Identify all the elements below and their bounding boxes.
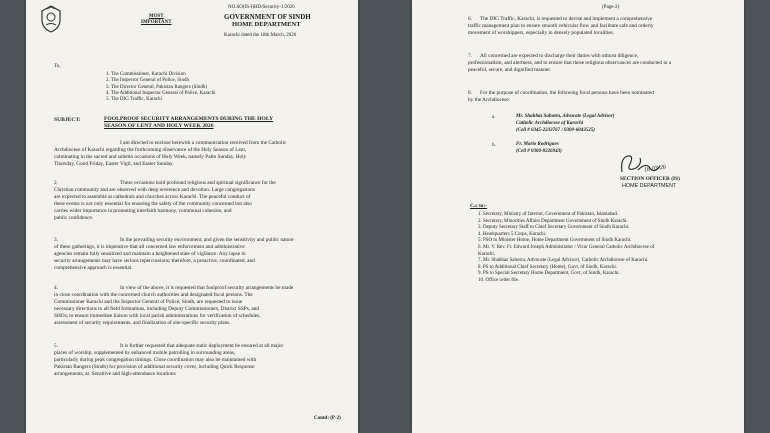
paragraph-number: 5. [54, 343, 58, 349]
cc-label: C.c to:- [470, 203, 488, 209]
list-item: 1. Secretary, Ministry of Interior, Government of Pakistan, Islamabad. [478, 212, 619, 217]
focal-letter: a. [492, 115, 496, 120]
paragraph-number: 6. [468, 16, 472, 22]
list-item: 7. Mr. Shahbaz Sahotra, Advocate (Legal Advisor), Catholic Archdiocese of Karachi. [478, 258, 649, 264]
paragraph-6: The DIG Traffic, Karachi, is requested to devise and implement a comprehensive traffic management plan to ensure smooth vehicular flow and facilitate safe and orderly movement of worshippers, especially in densely populated localities. [468, 16, 654, 36]
government-seal-logo [40, 5, 62, 33]
list-item: 4. The Additional Inspector General of Police, Karachi [106, 90, 216, 96]
paragraph-number: 4. [54, 285, 58, 291]
paragraph-number: 8. [468, 90, 472, 96]
list-item: 1. The Commissioner, Karachi Division [106, 72, 186, 77]
recipient-list [106, 72, 215, 103]
list-item: 6. Mr. V. Rev. Fr. Edward Joseph Administrator / Vicar General Catholic Archdiocese of [478, 244, 655, 250]
subject-label: SUBJECT: [54, 117, 81, 123]
paragraph-number: 7. [468, 53, 472, 59]
cc-list [478, 212, 654, 285]
letter-date: Karachi dated the 18th March, 2026 [224, 33, 297, 38]
list-item: 2. The Inspector General of Police, Sindh [106, 78, 189, 84]
paragraph-8: For the purpose of coordination, the following focal persons have been nominated by the Archdiocese: [468, 90, 654, 103]
department-heading: HOME DEPARTMENT [232, 21, 301, 28]
list-item: 8. PS to Additional Chief Secretary (Home), Govt, of Sindh, Karachi. [478, 264, 618, 270]
page-number: (Page-2) [602, 5, 620, 10]
continued-note: Contd: (P-2) [314, 416, 341, 421]
to-label: To, [54, 64, 61, 69]
list-item: 9. PS to Special Secretary Home Department, Govt, of Sindh, Karachi. [478, 271, 620, 277]
paragraph-4: In view of the above, it is requested that foolproof security arrangements be made in close coordination with the concerned church authorities and designated focal persons. The Commissioner Karachi and the Inspector General of Police, Sindh, are requested to issue necessary directions to all field formations, including Deputy Commissioners, District SSPs, and SHOs, to ensure immediate liaison with local parish administrations for verification of schedules, assessment of security requirements, and finalization of site-specific security plans. [54, 285, 294, 326]
signature-date: 18-03-26 [643, 164, 667, 174]
paragraph-5: It is further requested that adequate static deployment be ensured at all major places of worship, supplemented by enhanced mobile patrolling in surrounding areas, particularly during peak congregation timings. Close coordination may also be maintained with Pakistan Rangers (Sindh) for provision of additional security cover, including Quick Response arrangements, at. Sensitive and high-attendance locations [54, 343, 284, 377]
letter-page-2 [412, 0, 744, 433]
focal-person-b: Fr. Mario Rodrigues (Cell # 0300-8226943) [516, 142, 562, 154]
officer-title: SECTION OFFICER (IS) [620, 176, 680, 182]
officer-signature [616, 152, 676, 178]
officer-department: HOME DEPARTMENT [622, 183, 677, 189]
list-item: 5. PSO to Minister Home, Home Department Government of Sindh Karachi. [478, 238, 632, 244]
list-item: 10. Office order file. [478, 277, 520, 283]
paragraph-7: All concerned are expected to discharge their duties with utmost diligence, professionalism, and alertness, and to ensure that these religious observances are conducted in a peaceful, secure, and dignified manner. [468, 53, 672, 73]
list-item: 2. Secretary, Minorities Affairs Department Government of Sindh Karachi. [478, 218, 628, 224]
list-item: 4. Headquarters 5 Corps, Karachi. [478, 231, 547, 237]
list-item: 3. Deputy Secretary Staff to Chief Secretary Government of Sindh Karachi. [478, 225, 630, 231]
priority-stamp: MOST IMPORTANT [141, 14, 172, 26]
paragraph-1: I am directed to enclose herewith a communication received from the Catholic Archdiocese of Karachi regarding the forthcoming observance of the Holy Season of Lent, culminating in the sacred and solemn occasions of Holy Week, namely Palm Sunday, Holy Thursday, Good Friday, Easter Vigil, and Easter Sunday. [54, 140, 287, 167]
paragraph-2: These occasions hold profound religious and spiritual significance for the Christian community and are observed with deep reverence and devotion. Large congregations are expected to assemble at cathedrals and churches across Karachi. The peaceful conduct of these events is not only essential for ensuring the safety of the community concerned but also carries wider importance in promoting interfaith harmony, communal cohesion, and public confidence. [54, 180, 276, 221]
focal-person-a: Mr. Shahbaz Sahotra, Advocate (Legal Advisor) Catholic Archdiocese of Karachi (Cell # 0345-2233767 / 0300-6043525) [516, 114, 615, 133]
paragraph-3: In the prevailing security environment, and given the sensitivity and public nature of these gatherings, it is imperative that all concerned law enforcement and administrative agencies remain fully sensitized and maintain a heightened state of vigilance. Any lapse in security arrangements may have serious repercussions; therefore, a proactive, coordinated, and comprehensive approach is essential. [54, 237, 294, 271]
government-heading: GOVERNMENT OF SINDH [224, 13, 311, 21]
list-item: 3. The Director General, Pakistan Rangers (Sindh) [106, 84, 207, 90]
subject-text: FOOLPROOF SECURITY ARRANGEMENTS DURING THE HOLY SEASON OF LENT AND HOLY WEEK 2026 [104, 116, 274, 130]
reference-number: NO.SO(IS-I)HD/Security-1/2026 [228, 5, 295, 10]
letter-page-1 [26, 0, 358, 433]
focal-letter: b. [492, 143, 496, 148]
list-item: 5. The DIG Traffic, Karachi [106, 97, 162, 103]
paragraph-number: 3. [54, 237, 58, 243]
list-item: Karachi. [478, 251, 496, 257]
paragraph-number: 2. [54, 180, 58, 186]
